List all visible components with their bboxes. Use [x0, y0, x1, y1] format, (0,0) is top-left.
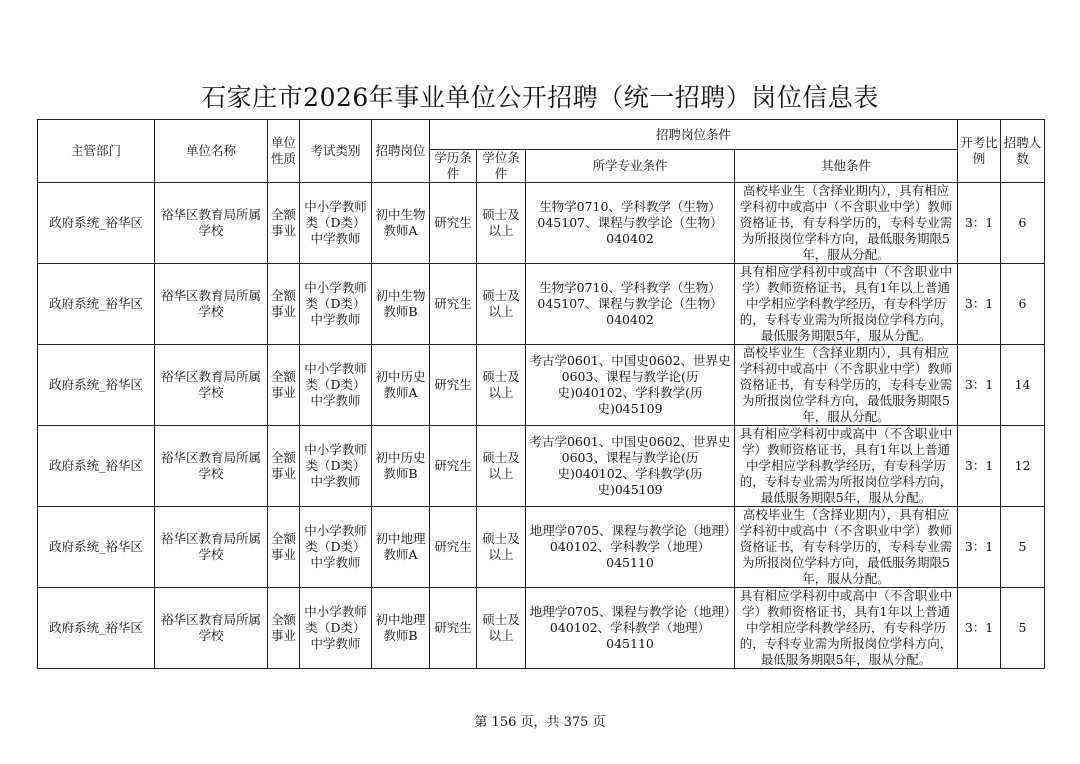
- cell-exam-category: 中小学教师类（D类）中学教师: [300, 345, 372, 426]
- cell-other: 高校毕业生（含择业期内），具有相应学科初中或高中（不含职业中学）教师资格证书，有专科学历的，专科专业需为所报岗位学科方向，最低服务期限5年，服从分配。: [735, 183, 958, 264]
- cell-unit-nature: 全额事业: [268, 588, 300, 669]
- cell-exam-category: 中小学教师类（D类）中学教师: [300, 507, 372, 588]
- cell-ratio: 3：1: [958, 345, 1001, 426]
- cell-position: 初中地理教师B: [372, 588, 430, 669]
- header-count: 招聘人数: [1001, 120, 1045, 183]
- cell-major: 生物学0710、学科教学（生物）045107、课程与教学论（生物）040402: [526, 183, 735, 264]
- cell-position: 初中生物教师B: [372, 264, 430, 345]
- header-exam-category: 考试类别: [300, 120, 372, 183]
- cell-unit-nature: 全额事业: [268, 426, 300, 507]
- header-unit-nature: 单位性质: [268, 120, 300, 183]
- cell-ratio: 3：1: [958, 183, 1001, 264]
- cell-position: 初中生物教师A: [372, 183, 430, 264]
- cell-other: 具有相应学科初中或高中（不含职业中学）教师资格证书，具有1年以上普通中学相应学科教学经历，有专科学历的，专科专业需为所报岗位学科方向，最低服务期限5年，服从分配。: [735, 264, 958, 345]
- cell-count: 14: [1001, 345, 1045, 426]
- cell-education: 研究生: [430, 345, 477, 426]
- cell-education: 研究生: [430, 183, 477, 264]
- cell-other: 具有相应学科初中或高中（不含职业中学）教师资格证书，具有1年以上普通中学相应学科教学经历，有专科学历的，专科专业需为所报岗位学科方向，最低服务期限5年，服从分配。: [735, 588, 958, 669]
- job-table: [37, 119, 1045, 669]
- cell-unit-nature: 全额事业: [268, 264, 300, 345]
- cell-education: 研究生: [430, 507, 477, 588]
- cell-unit-nature: 全额事业: [268, 507, 300, 588]
- table-row: [38, 183, 1045, 264]
- table-row: [38, 264, 1045, 345]
- table-row: [38, 426, 1045, 507]
- cell-other: 高校毕业生（含择业期内），具有相应学科初中或高中（不含职业中学）教师资格证书，有专科学历的，专科专业需为所报岗位学科方向，最低服务期限5年，服从分配。: [735, 345, 958, 426]
- header-degree: 学位条件: [477, 150, 526, 183]
- cell-degree: 硕士及以上: [477, 345, 526, 426]
- cell-unit-name: 裕华区教育局所属学校: [155, 264, 268, 345]
- header-other: 其他条件: [735, 150, 958, 183]
- table-row: [38, 345, 1045, 426]
- cell-major: 地理学0705、课程与教学论（地理）040102、学科教学（地理）045110: [526, 588, 735, 669]
- cell-education: 研究生: [430, 426, 477, 507]
- cell-unit-name: 裕华区教育局所属学校: [155, 426, 268, 507]
- cell-count: 12: [1001, 426, 1045, 507]
- cell-department: 政府系统_裕华区: [38, 588, 155, 669]
- cell-department: 政府系统_裕华区: [38, 507, 155, 588]
- cell-position: 初中地理教师A: [372, 507, 430, 588]
- cell-ratio: 3：1: [958, 507, 1001, 588]
- cell-degree: 硕士及以上: [477, 183, 526, 264]
- cell-other: 高校毕业生（含择业期内），具有相应学科初中或高中（不含职业中学）教师资格证书，有专科学历的，专科专业需为所报岗位学科方向，最低服务期限5年，服从分配。: [735, 507, 958, 588]
- cell-department: 政府系统_裕华区: [38, 183, 155, 264]
- header-education: 学历条件: [430, 150, 477, 183]
- page-number: 第 156 页，共 375 页: [474, 715, 606, 730]
- cell-degree: 硕士及以上: [477, 426, 526, 507]
- cell-ratio: 3：1: [958, 264, 1001, 345]
- table-row: [38, 588, 1045, 669]
- header-major: 所学专业条件: [526, 150, 735, 183]
- cell-unit-name: 裕华区教育局所属学校: [155, 588, 268, 669]
- cell-department: 政府系统_裕华区: [38, 345, 155, 426]
- cell-degree: 硕士及以上: [477, 507, 526, 588]
- cell-degree: 硕士及以上: [477, 264, 526, 345]
- header-conditions-group: 招聘岗位条件: [430, 120, 958, 150]
- cell-department: 政府系统_裕华区: [38, 264, 155, 345]
- cell-count: 6: [1001, 183, 1045, 264]
- cell-ratio: 3：1: [958, 588, 1001, 669]
- cell-major: 生物学0710、学科教学（生物）045107、课程与教学论（生物）040402: [526, 264, 735, 345]
- cell-degree: 硕士及以上: [477, 588, 526, 669]
- cell-exam-category: 中小学教师类（D类）中学教师: [300, 426, 372, 507]
- cell-major: 地理学0705、课程与教学论（地理）040102、学科教学（地理）045110: [526, 507, 735, 588]
- header-row-1: [38, 120, 1045, 150]
- cell-education: 研究生: [430, 264, 477, 345]
- cell-unit-nature: 全额事业: [268, 183, 300, 264]
- cell-count: 6: [1001, 264, 1045, 345]
- cell-exam-category: 中小学教师类（D类）中学教师: [300, 264, 372, 345]
- cell-count: 5: [1001, 588, 1045, 669]
- page-title: 石家庄市2026年事业单位公开招聘（统一招聘）岗位信息表: [201, 83, 879, 112]
- cell-unit-nature: 全额事业: [268, 345, 300, 426]
- header-position: 招聘岗位: [372, 120, 430, 183]
- cell-count: 5: [1001, 507, 1045, 588]
- header-unit-name: 单位名称: [155, 120, 268, 183]
- cell-ratio: 3：1: [958, 426, 1001, 507]
- cell-unit-name: 裕华区教育局所属学校: [155, 507, 268, 588]
- cell-unit-name: 裕华区教育局所属学校: [155, 345, 268, 426]
- table-row: [38, 507, 1045, 588]
- cell-education: 研究生: [430, 588, 477, 669]
- cell-unit-name: 裕华区教育局所属学校: [155, 183, 268, 264]
- cell-major: 考古学0601、中国史0602、世界史0603、课程与教学论(历史)040102、学科教学(历史)045109: [526, 426, 735, 507]
- cell-exam-category: 中小学教师类（D类）中学教师: [300, 588, 372, 669]
- header-department: 主管部门: [38, 120, 155, 183]
- cell-position: 初中历史教师B: [372, 426, 430, 507]
- header-ratio: 开考比例: [958, 120, 1001, 183]
- cell-major: 考古学0601、中国史0602、世界史0603、课程与教学论(历史)040102、学科教学(历史)045109: [526, 345, 735, 426]
- cell-exam-category: 中小学教师类（D类）中学教师: [300, 183, 372, 264]
- cell-other: 具有相应学科初中或高中（不含职业中学）教师资格证书，具有1年以上普通中学相应学科教学经历，有专科学历的，专科专业需为所报岗位学科方向，最低服务期限5年，服从分配。: [735, 426, 958, 507]
- cell-department: 政府系统_裕华区: [38, 426, 155, 507]
- cell-position: 初中历史教师A: [372, 345, 430, 426]
